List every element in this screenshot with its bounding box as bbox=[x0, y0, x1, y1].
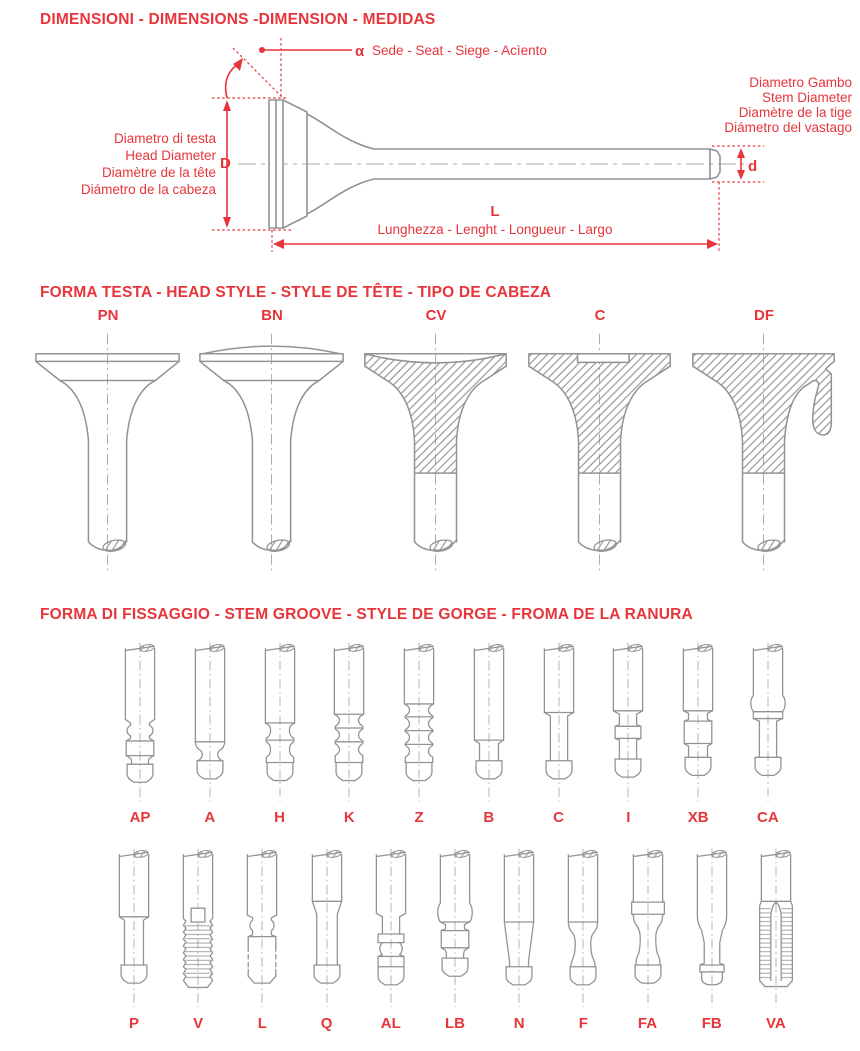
stem-drawing-xb bbox=[667, 636, 729, 808]
stem-drawing-lb bbox=[424, 842, 486, 1014]
stem-groove-row-2 bbox=[102, 842, 808, 1036]
stem-groove-label: H bbox=[274, 809, 285, 826]
head-style-figure-c bbox=[518, 306, 682, 586]
stem-groove-figure-ca bbox=[736, 636, 800, 830]
stem-drawing-v bbox=[167, 842, 229, 1014]
length-label: Lunghezza - Lenght - Longueur - Largo bbox=[377, 222, 613, 237]
stem-groove-label: P bbox=[128, 1015, 139, 1032]
stem-groove-label: F bbox=[578, 1015, 588, 1032]
stem-cut-hatch bbox=[429, 538, 454, 553]
stem-drawing-b bbox=[458, 636, 520, 808]
stem-drawing-al bbox=[360, 842, 422, 1014]
stem-groove-label: L bbox=[257, 1015, 267, 1032]
stem-groove-figure-lb bbox=[423, 842, 487, 1036]
stem-groove-figure-va bbox=[744, 842, 808, 1036]
length-symbol: L bbox=[490, 203, 500, 220]
stem-drawing-a bbox=[179, 636, 241, 808]
stem-groove-figure-fa bbox=[616, 842, 680, 1036]
stem-groove-label: FA bbox=[637, 1015, 658, 1032]
stem-groove-label: K bbox=[343, 809, 355, 826]
thread-lines bbox=[185, 922, 211, 979]
head-style-drawing-c bbox=[518, 328, 682, 581]
stem-groove-label: AL bbox=[380, 1015, 401, 1032]
stem-groove-figure-h bbox=[248, 636, 312, 830]
stem-diameter-line-2: Stem Diameter bbox=[761, 90, 852, 105]
stem-groove-label: I bbox=[626, 809, 631, 826]
stem-groove-label: AP bbox=[129, 809, 151, 826]
thread-lines bbox=[781, 907, 791, 979]
stem-drawing-i bbox=[597, 636, 659, 808]
seat-label: Sede - Seat - Siege - Acìento bbox=[372, 43, 547, 58]
stem-drawing-fa bbox=[617, 842, 679, 1014]
stem-groove-figure-al bbox=[359, 842, 423, 1036]
stem-cut-hatch bbox=[102, 538, 127, 553]
stem-groove-figure-p bbox=[102, 842, 166, 1036]
stem-groove-title: FORMA DI FISSAGGIO - STEM GROOVE - STYLE DE GORGE - FROMA DE LA RANURA bbox=[40, 606, 693, 623]
head-section-hatch bbox=[365, 354, 506, 473]
stem-groove-figure-z bbox=[387, 636, 451, 830]
stem-drawing-fb bbox=[681, 842, 743, 1014]
stem-groove-label: V bbox=[193, 1015, 204, 1032]
stem-drawing-z bbox=[388, 636, 450, 808]
head-style-figure-bn bbox=[190, 306, 354, 586]
stem-groove-figure-n bbox=[487, 842, 551, 1036]
stem-drawing-q bbox=[296, 842, 358, 1014]
stem-drawing-h bbox=[249, 636, 311, 808]
stem-groove-figure-fb bbox=[680, 842, 744, 1036]
head-style-drawing-cv bbox=[354, 328, 518, 581]
stem-diameter-line-1: Diametro Gambo bbox=[749, 75, 852, 90]
stem-groove-figure-b bbox=[457, 636, 521, 830]
head-diameter-line-4: Diámetro de la cabeza bbox=[80, 182, 216, 197]
head-style-label: DF bbox=[754, 307, 774, 324]
head-style-title: FORMA TESTA - HEAD STYLE - STYLE DE TÊTE - TIPO DE CABEZA bbox=[40, 284, 552, 301]
head-style-figure-cv bbox=[354, 306, 518, 586]
dimensions-title: DIMENSIONI - DIMENSIONS -DIMENSION - MEDIDAS bbox=[40, 11, 436, 28]
stem-groove-figure-i bbox=[596, 636, 660, 830]
head-diameter-symbol: D bbox=[220, 155, 231, 172]
stem-diameter-symbol: d bbox=[748, 158, 758, 175]
head-section-hatch bbox=[693, 354, 834, 473]
stem-groove-label: VA bbox=[766, 1015, 786, 1032]
stem-drawing-va bbox=[745, 842, 807, 1014]
stem-groove-figure-xb bbox=[666, 636, 730, 830]
stem-drawing-l bbox=[231, 842, 293, 1014]
stem-groove-label: XB bbox=[687, 809, 709, 826]
stem-groove-label: FB bbox=[701, 1015, 722, 1032]
stem-groove-figure-f bbox=[551, 842, 615, 1036]
stem-drawing-n bbox=[488, 842, 550, 1014]
head-style-figure-pn bbox=[26, 306, 190, 586]
head-style-label: PN bbox=[97, 307, 119, 324]
stem-groove-label: C bbox=[553, 809, 565, 826]
head-diameter-line-1: Diametro di testa bbox=[113, 131, 216, 146]
alpha-symbol: α bbox=[355, 43, 365, 60]
stem-groove-label: B bbox=[483, 809, 495, 826]
head-diameter-line-2: Head Diameter bbox=[125, 148, 216, 163]
stem-groove-figure-a bbox=[178, 636, 242, 830]
head-diameter-line-3: Diamètre de la tête bbox=[101, 165, 216, 180]
thread-lines bbox=[760, 907, 770, 979]
head-style-drawing-bn bbox=[190, 328, 354, 581]
stem-diameter-line-3: Diamètre de la tige bbox=[738, 105, 852, 120]
valve-dimensions-diagram bbox=[0, 30, 860, 280]
stem-drawing-k bbox=[318, 636, 380, 808]
head-style-figure-df bbox=[682, 306, 846, 586]
stem-groove-label: Z bbox=[414, 809, 424, 826]
stem-cut-hatch bbox=[266, 538, 291, 553]
stem-groove-figure-v bbox=[166, 842, 230, 1036]
stem-groove-figure-l bbox=[230, 842, 294, 1036]
stem-drawing-c bbox=[528, 636, 590, 808]
head-style-drawing-df bbox=[682, 328, 846, 581]
head-section-hatch bbox=[529, 354, 670, 473]
stem-drawing-ap bbox=[109, 636, 171, 808]
stem-groove-label: N bbox=[513, 1015, 525, 1032]
head-style-label: BN bbox=[261, 307, 283, 324]
stem-diameter-line-4: Diámetro del vastago bbox=[724, 120, 852, 135]
stem-groove-label: LB bbox=[444, 1015, 465, 1032]
stem-groove-label: CA bbox=[757, 809, 779, 826]
stem-groove-figure-c bbox=[527, 636, 591, 830]
stem-groove-figure-q bbox=[295, 842, 359, 1036]
head-style-row bbox=[26, 306, 846, 586]
head-top-notch bbox=[578, 354, 630, 363]
stem-groove-label: Q bbox=[320, 1015, 333, 1032]
stem-cut-hatch bbox=[757, 538, 782, 553]
stem-groove-row-1 bbox=[108, 636, 800, 830]
head-style-drawing-pn bbox=[26, 328, 190, 581]
thread-top-tab bbox=[191, 908, 205, 922]
stem-cut-hatch bbox=[593, 538, 618, 553]
stem-groove-figure-k bbox=[317, 636, 381, 830]
stem-drawing-ca bbox=[737, 636, 799, 808]
stem-drawing-p bbox=[103, 842, 165, 1014]
head-style-label: C bbox=[594, 307, 606, 324]
stem-drawing-f bbox=[552, 842, 614, 1014]
stem-groove-label: A bbox=[204, 809, 216, 826]
head-style-label: CV bbox=[425, 307, 447, 324]
stem-groove-figure-ap bbox=[108, 636, 172, 830]
